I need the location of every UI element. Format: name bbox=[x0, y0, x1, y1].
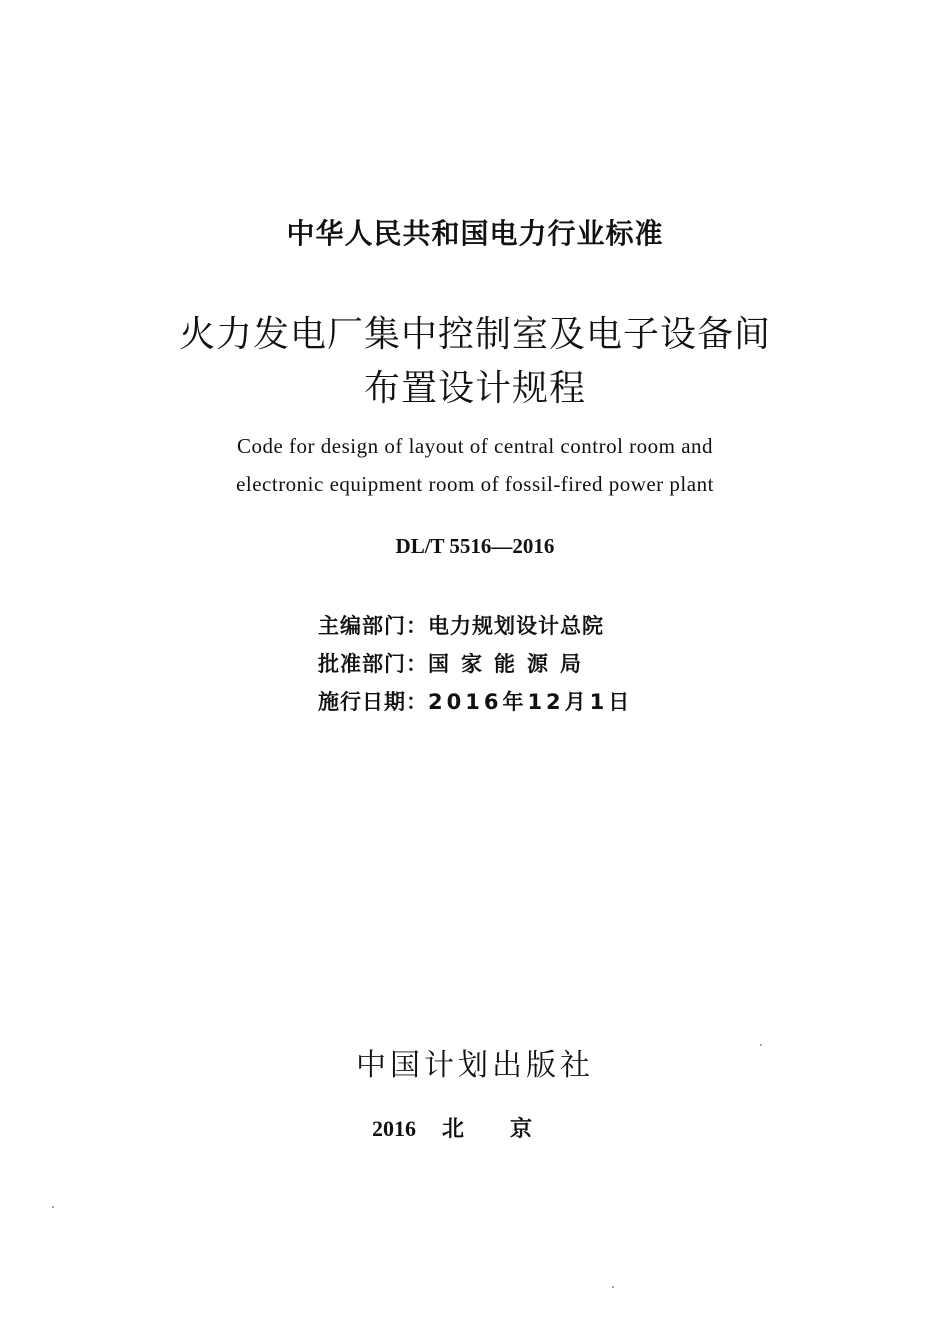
effective-date-row bbox=[318, 686, 658, 716]
approving-department-value: 国家能源局 bbox=[428, 652, 593, 676]
standard-number: DL/T 5516—2016 bbox=[395, 534, 555, 558]
publication-place bbox=[0, 1112, 950, 1143]
scan-speck bbox=[612, 1286, 614, 1288]
document-title-zh-line2: 布置设计规程 bbox=[363, 368, 586, 409]
approving-department-label: 批准部门： bbox=[318, 652, 428, 676]
publication-year: 2016 bbox=[371, 1116, 416, 1141]
editor-department-row bbox=[318, 610, 658, 640]
publication-city: 北京 bbox=[441, 1116, 578, 1141]
effective-date-value: 2016年12月1日 bbox=[428, 690, 634, 714]
effective-date-label: 施行日期： bbox=[318, 690, 428, 714]
document-title-zh-line1: 火力发电厂集中控制室及电子设备间 bbox=[178, 314, 771, 355]
document-title-en-line1: Code for design of layout of central control room and bbox=[236, 434, 714, 458]
scan-speck bbox=[52, 1206, 54, 1208]
approving-department-row bbox=[318, 648, 658, 678]
editor-department-label: 主编部门： bbox=[318, 614, 428, 638]
document-title-en-line2: electronic equipment room of fossil-fired power plant bbox=[236, 472, 714, 496]
scan-speck bbox=[760, 1044, 762, 1046]
editor-department-value: 电力规划设计总院 bbox=[428, 614, 604, 638]
standard-type-heading: 中华人民共和国电力行业标准 bbox=[286, 217, 664, 250]
publisher-name: 中国计划出版社 bbox=[356, 1048, 594, 1083]
